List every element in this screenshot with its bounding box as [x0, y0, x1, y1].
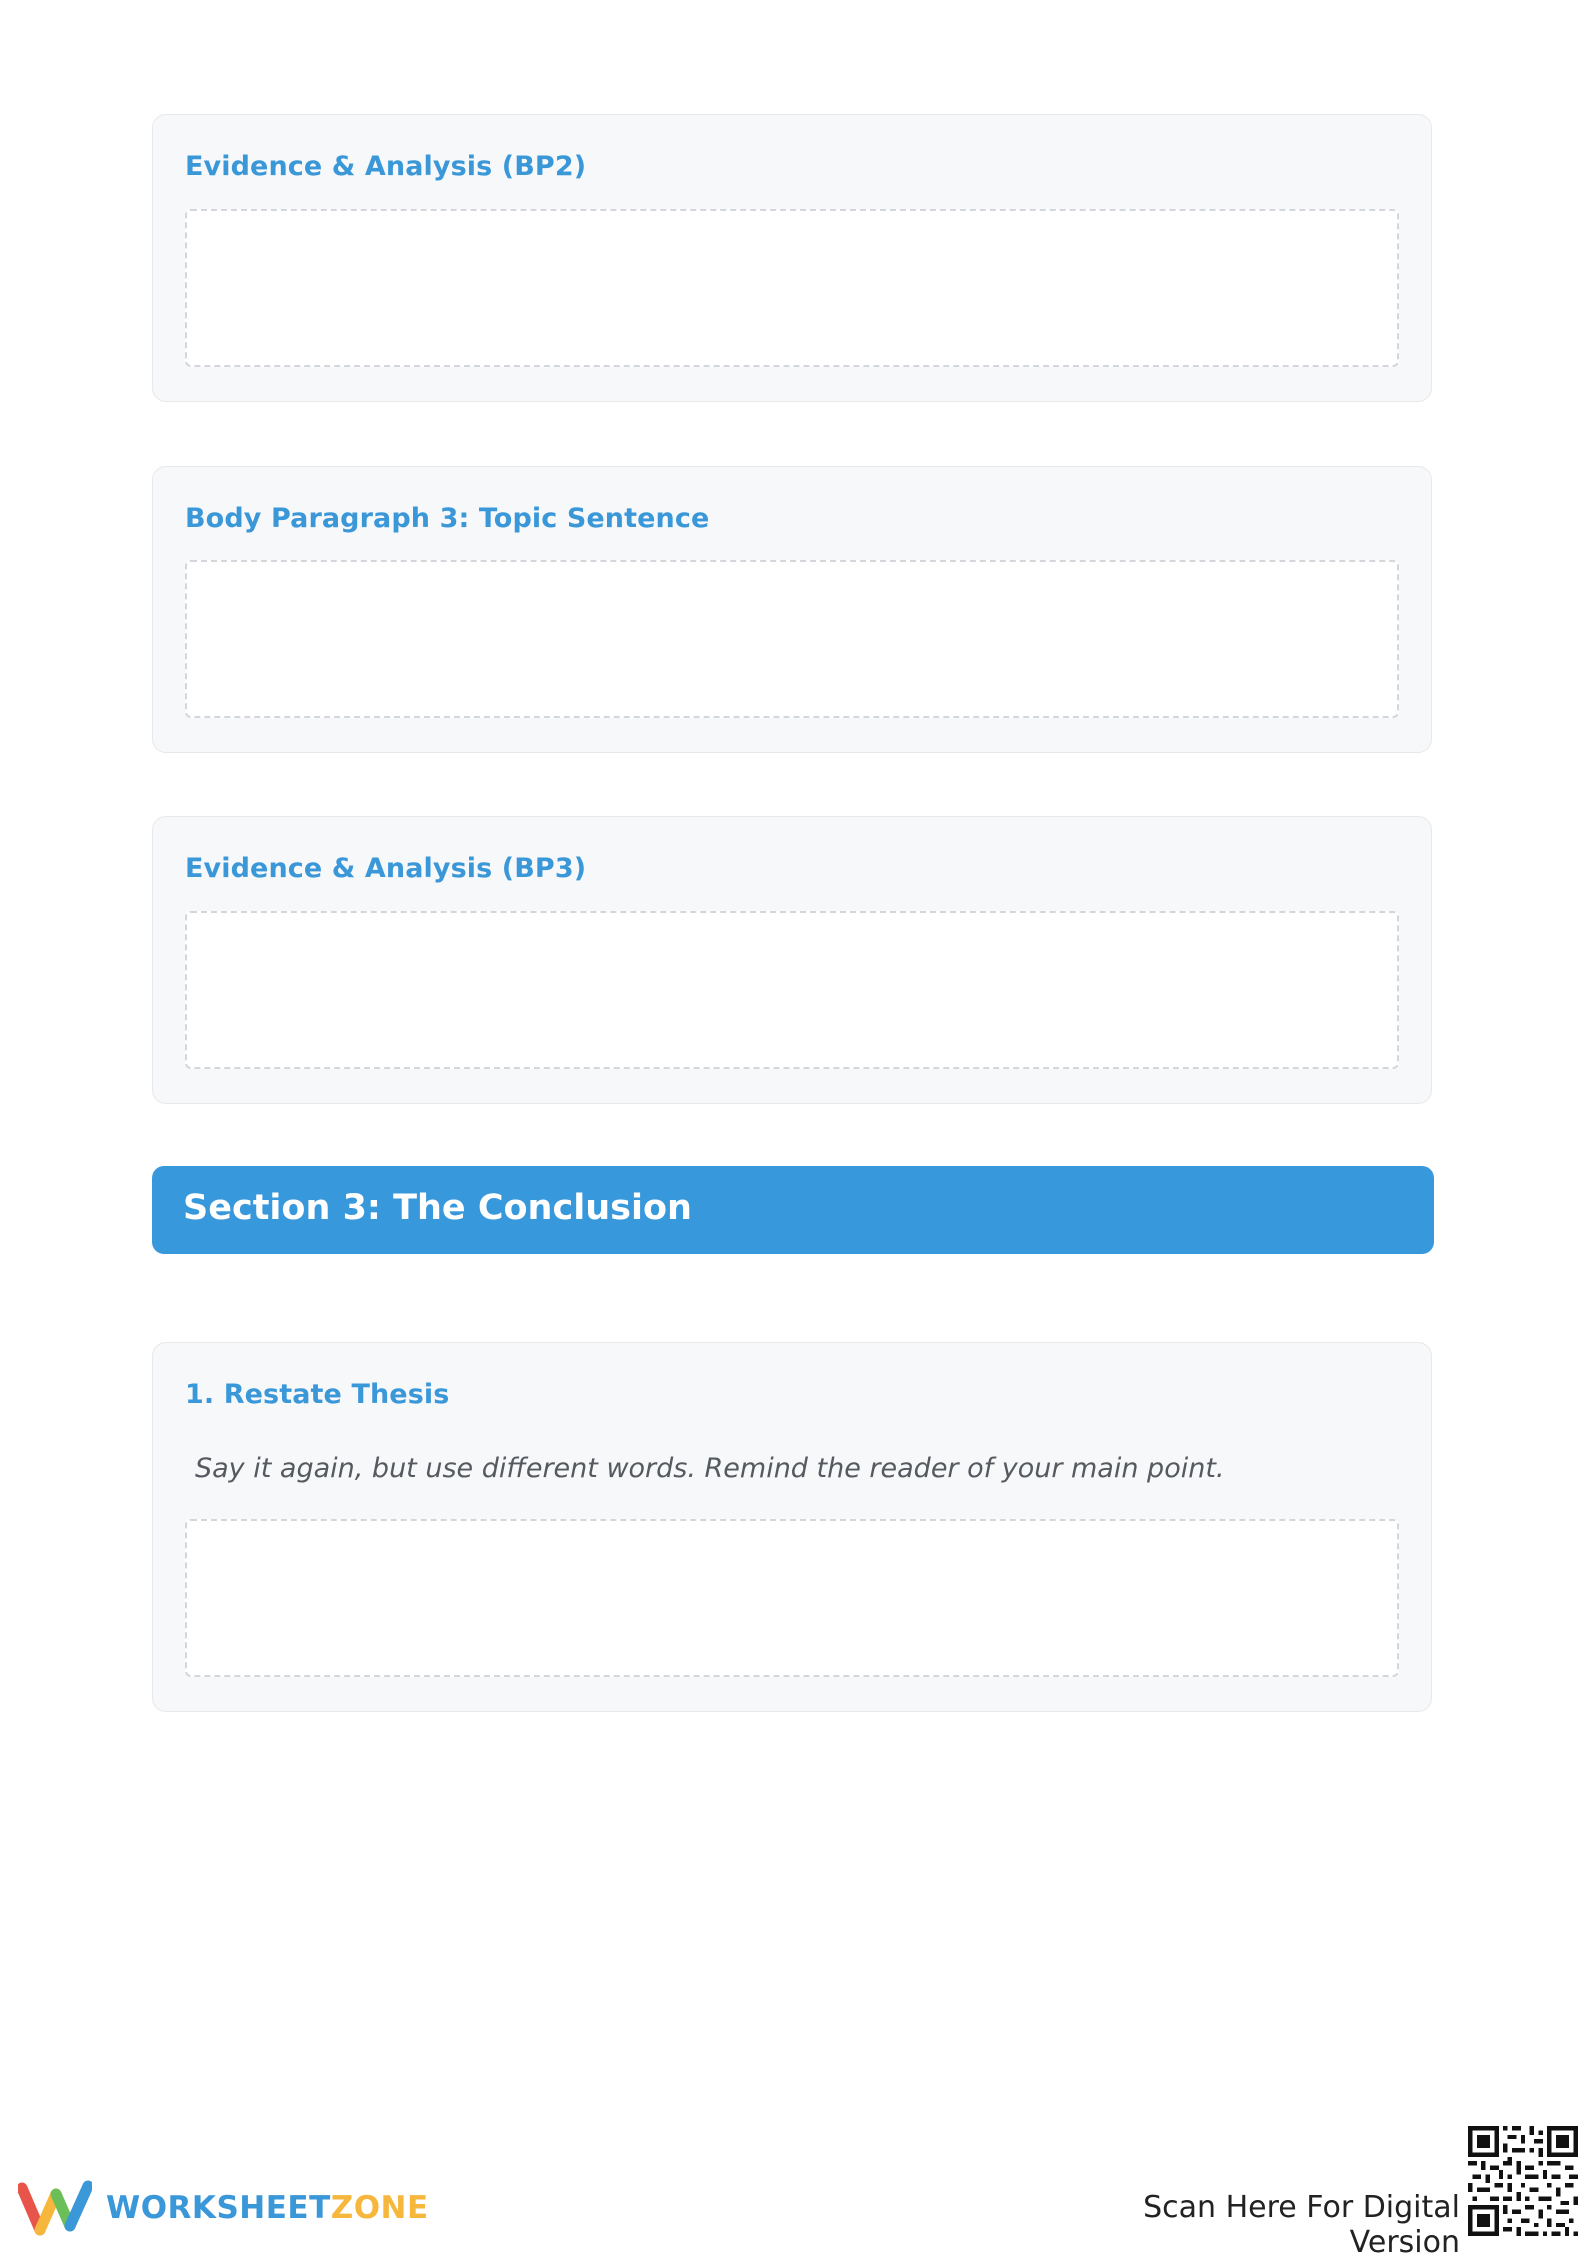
- card-title: Evidence & Analysis (BP3): [185, 853, 587, 884]
- answer-box-restate-thesis[interactable]: [185, 1519, 1399, 1677]
- evidence-analysis-bp2-card: [152, 114, 1432, 402]
- bp3-topic-sentence-card: [152, 466, 1432, 753]
- qr-code-icon[interactable]: [1468, 2126, 1578, 2236]
- card-title: Body Paragraph 3: Topic Sentence: [185, 503, 710, 534]
- answer-box-bp3-topic[interactable]: [185, 560, 1399, 718]
- worksheetzone-logo[interactable]: [18, 2180, 429, 2236]
- evidence-analysis-bp3-card: [152, 816, 1432, 1104]
- answer-box-bp2-evidence[interactable]: [185, 209, 1399, 367]
- section-3-banner: [152, 1166, 1434, 1254]
- scan-label: Scan Here For Digital Version: [1143, 2190, 1460, 2260]
- section-title: Section 3: The Conclusion: [183, 1188, 692, 1228]
- brand-name-part2: ZONE: [330, 2190, 429, 2226]
- card-hint: Say it again, but use different words. Remind the reader of your main point.: [195, 1453, 1225, 1484]
- brand-name-part1: WORKSHEET: [106, 2190, 331, 2226]
- restate-thesis-card: [152, 1342, 1432, 1712]
- answer-box-bp3-evidence[interactable]: [185, 911, 1399, 1069]
- card-title: Evidence & Analysis (BP2): [185, 151, 587, 182]
- card-title: 1. Restate Thesis: [185, 1379, 450, 1410]
- worksheetzone-w-logo-icon: [18, 2180, 92, 2236]
